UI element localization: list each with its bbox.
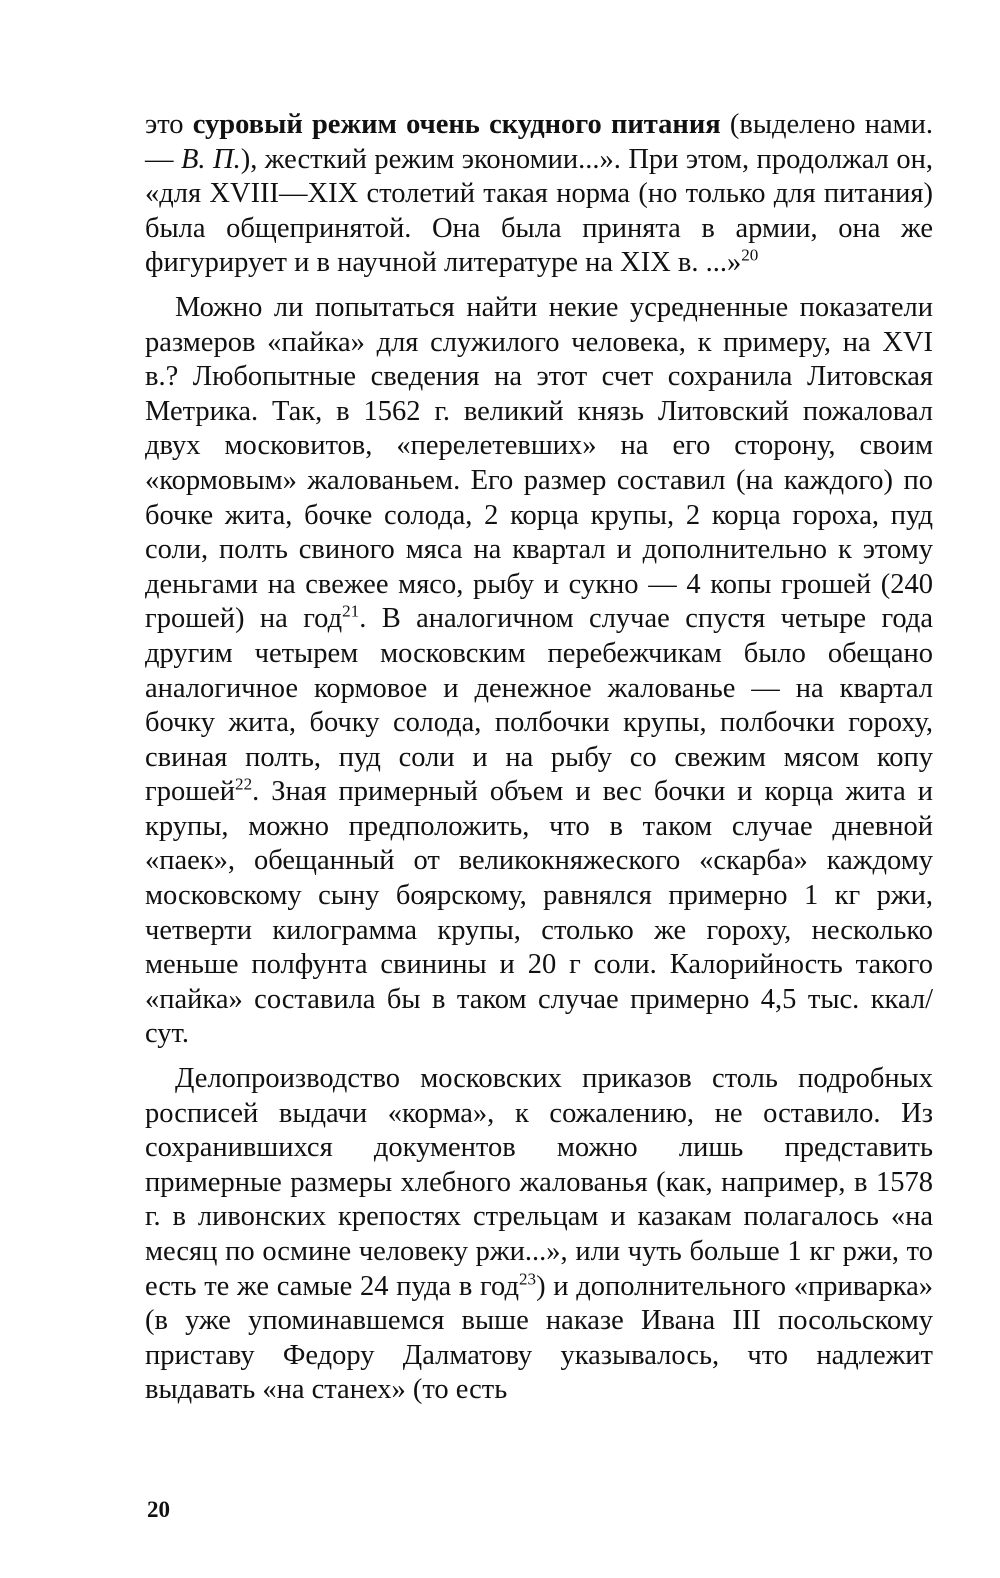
page-number: 20	[147, 1497, 170, 1522]
paragraph-1	[145, 108, 933, 281]
paragraph-3	[145, 1062, 933, 1408]
p1-text-end: ), жесткий режим экономии...». При этом, продолжал он, «для XVIII—XIX столетий такая норма (но только для питания) была общепринятой. Она была принята в армии, она же фигурирует и в научной литературе на XIX в. ...»	[145, 143, 934, 279]
footnote-ref-21: 21	[342, 601, 360, 621]
footnote-ref-22: 22	[235, 774, 253, 794]
p3-text-part-1: Делопроизводство московских приказов столь подробных росписей выдачи «корма», к сожалению, не оставило. Из сохранившихся документов можно лишь представить примерные размеры хлебного жалованья (как, например, в 1578 г. в ливонских крепостях стрельцам и казакам полагалось «на месяц по осмине человеку ржи...», или чуть больше 1 кг ржи, то есть те же самые 24 пуда в год	[145, 1063, 933, 1302]
paragraph-2	[145, 291, 933, 1052]
p2-text-part-2: . В аналогичном случае спустя четыре года другим четырем московским перебежчикам было обещано аналогичное кормовое и денежное жалованье — на квартал бочку жита, бочку солода, полбочки крупы, полбочки гороху, свиная полть, пуд соли и на рыбу со свежим мясом копу грошей	[145, 603, 934, 808]
p1-italic-initials: В. П.	[180, 143, 241, 175]
body-text	[145, 108, 933, 1408]
p1-text-middle: (выделено нами. —	[145, 109, 934, 175]
p1-bold-emphasis: суровый режим очень скудного питания	[192, 109, 721, 140]
p1-text-start: это	[145, 109, 193, 140]
p2-text-part-3: . Зная примерный объем и вес бочки и корца жита и крупы, можно предположить, что в таком случае дневной «паек», обещанный от великокняжеского «скарба» каждому московскому сыну боярскому, равнялся примерно 1 кг ржи, четверти килограмма крупы, столько же гороху, несколько меньше полфунта свинины и 20 г соли. Калорийность такого «пайка» составила бы в таком случае примерно 4,5 тыс. ккал/сут.	[145, 776, 933, 1050]
p3-text-part-2: ) и дополнительного «приварка» (в уже упоминавшемся выше наказе Ивана III посольскому приставу Федору Далматову указывалось, что надлежит выдавать «на станех» (то есть	[145, 1270, 934, 1406]
p2-text-part-1: Можно ли попытаться найти некие усредненные показатели размеров «пайка» для служилого человека, к примеру, на XVI в.? Любопытные сведения на этот счет сохранила Литовская Метрика. Так, в 1562 г. великий князь Литовский пожаловал двух московитов, «перелетевших» на его сторону, своим «кормовым» жалованьем. Его размер составил (на каждого) по бочке жита, бочке солода, 2 корца крупы, 2 корца гороха, пуд соли, полть свиного мяса на квартал и дополнительно к этому деньгами на свежее мясо, рыбу и сукно — 4 копы грошей (240 грошей) на год	[145, 291, 933, 635]
footnote-ref-23: 23	[518, 1269, 537, 1289]
footnote-ref-20: 20	[741, 245, 759, 265]
